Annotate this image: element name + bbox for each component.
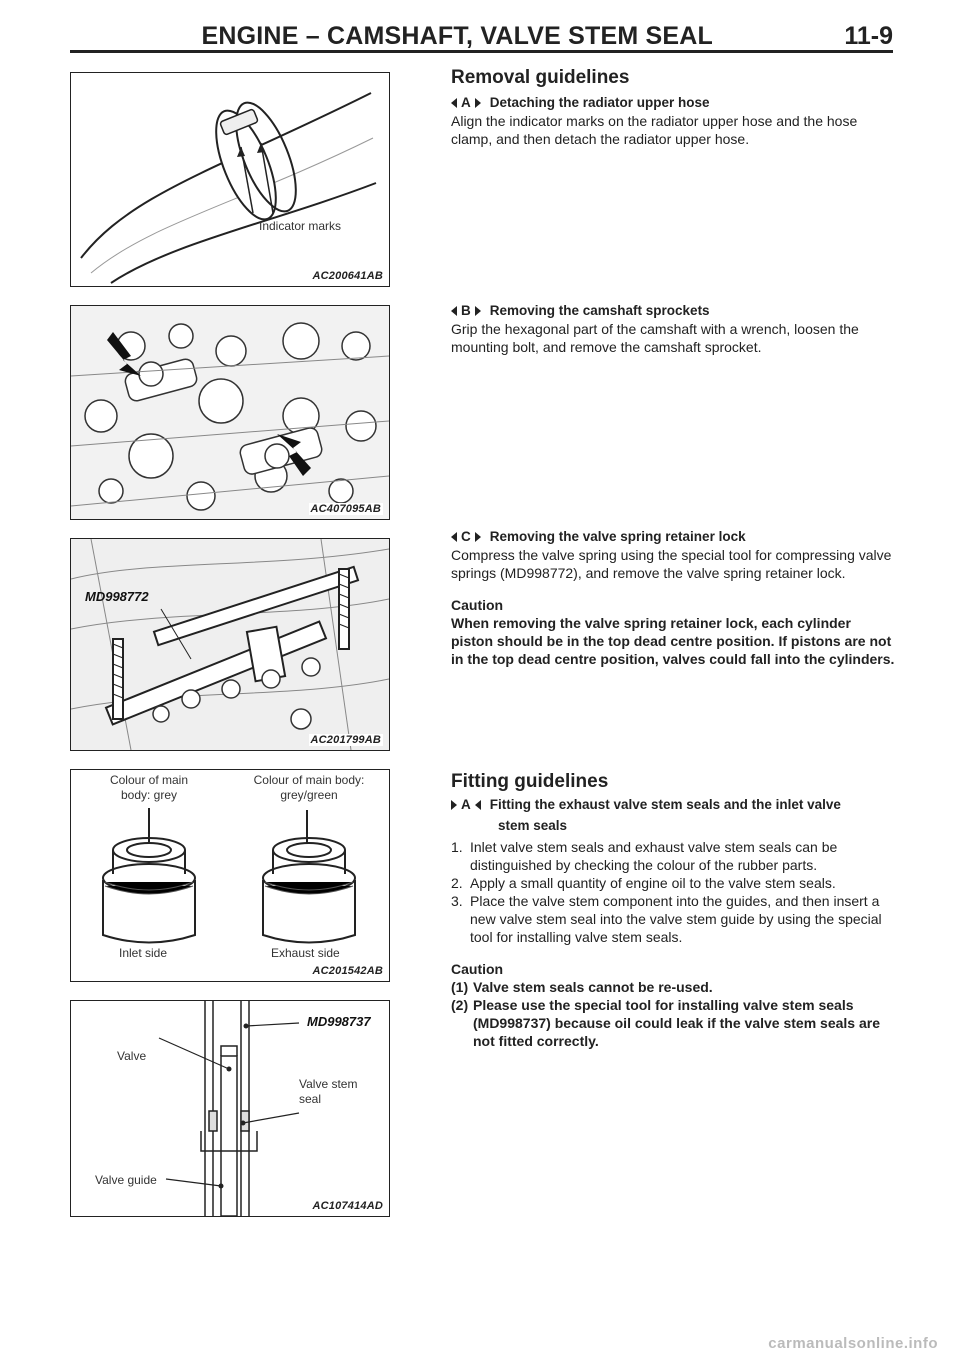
figure-camshaft-sprockets [70,305,390,520]
page-title: ENGINE – CAMSHAFT, VALVE STEM SEAL [201,22,713,50]
removal-c-section [451,528,896,668]
figure-code: AC201799AB [310,734,381,746]
removal-caution-label: Caution [451,597,504,613]
valve-label: Valve [117,1049,147,1063]
watermark: carmanualsonline.info [768,1335,938,1352]
figure-code: AC200641AB [312,270,383,282]
fitting-steps [451,838,896,946]
figure-radiator-hose [70,72,390,287]
colour-grey-label: Colour of main body: grey [109,773,189,802]
page-header [70,14,893,53]
figure-stem-seal-colours [70,769,390,982]
removal-a-subheading: A Detaching the radiator upper hose [451,94,896,112]
valve-stem-seal-label: Valve stem seal [299,1077,358,1106]
step-marker-a: A [451,94,481,112]
valve-spring-compressor-illustration [71,539,389,750]
tool-md998772-label: MD998772 [85,589,149,604]
fitting-heading: Fitting guidelines [451,771,609,792]
list-item: 3. Place the valve stem component into the guides, and then insert a new valve stem seal into the valve stem guide by using the special tool for installing valve stem seals. [451,893,882,945]
removal-heading: Removal guidelines [451,67,630,88]
figure-stem-seal-installer [70,1000,390,1217]
inlet-side-label: Inlet side [119,946,168,960]
indicator-marks-label: Indicator marks [259,219,342,233]
list-item: 1. Inlet valve stem seals and exhaust valve stem seals can be distinguished by checking the colour of the rubber parts. [451,839,838,873]
removal-c-body: Compress the valve spring using the special tool for compressing valve springs (MD998772), and remove the valve spring retainer lock. [451,547,892,581]
removal-b-section [451,302,896,356]
step-marker-c: C [451,528,481,546]
valve-guide-label: Valve guide [95,1173,157,1187]
step-marker-a-fitting: A [451,796,481,814]
exhaust-side-label: Exhaust side [271,946,340,960]
page-number: 11-9 [844,22,893,50]
list-item: 2. Apply a small quantity of engine oil to the valve stem seals. [451,875,836,891]
cylinder-head-illustration [71,306,389,519]
removal-section [451,66,896,148]
removal-a-body: Align the indicator marks on the radiator upper hose and the hose clamp, and then detach the radiator upper hose. [451,113,858,147]
removal-b-subheading: B Removing the camshaft sprockets [451,302,896,320]
list-item: (2) Please use the special tool for installing valve stem seals (MD998737) because oil could leak if the valve stem seals are not fitted correctly. [451,997,880,1049]
radiator-hose-illustration [71,73,389,286]
removal-caution-text: When removing the valve spring retainer lock, each cylinder piston should be in the top dead centre position. If pistons are not in the top dead centre position, valves could fall into the cylinders. [451,615,895,667]
fitting-caution-label: Caution [451,961,504,977]
colour-grey-green-label: Colour of main body: grey/green [253,773,365,802]
figure-valve-spring-compressor [70,538,390,751]
tool-md998737-label: MD998737 [307,1014,371,1029]
removal-b-body: Grip the hexagonal part of the camshaft with a wrench, loosen the mounting bolt, and remove the camshaft sprocket. [451,321,859,355]
fitting-a-subheading-cont: stem seals [498,818,568,833]
removal-c-subheading: C Removing the valve spring retainer lock [451,528,896,546]
figure-code: AC201542AB [312,965,383,977]
fitting-section [451,770,896,1050]
list-item: (1) Valve stem seals cannot be re-used. [451,979,713,995]
fitting-caution-list [451,978,896,1050]
fitting-a-subheading: A Fitting the exhaust valve stem seals and the inlet valve [451,796,896,814]
figure-code: AC407095AB [310,503,381,515]
step-marker-b: B [451,302,481,320]
figure-code: AC107414AD [312,1200,383,1212]
